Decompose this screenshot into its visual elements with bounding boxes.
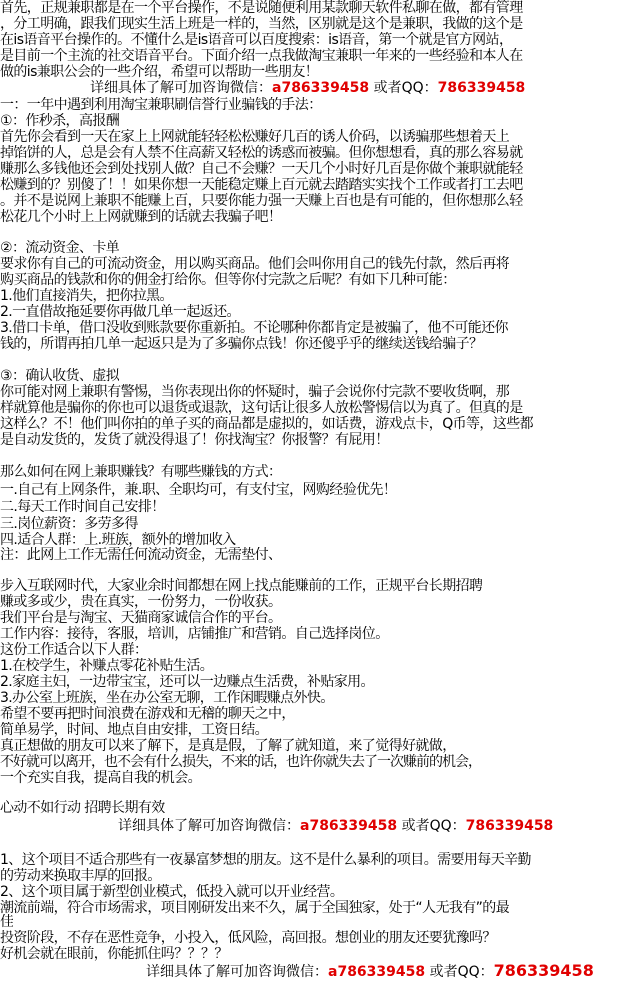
body-line: 样就算他是骗你的你也可以退货或退款，这句话让很多人放松警惕信以为真了。但真的是	[0, 400, 523, 416]
body-line: 的劳动来换取丰厚的回报。	[0, 868, 161, 884]
intro-line: 首先，正规兼职都是在一个平台操作，不是说随便利用某款聊天软件私聊在做，都有管理	[0, 0, 523, 16]
body-line: 简单易学，时间、地点自由安排，工资日结。	[0, 722, 268, 738]
contact-prefix: 详细具体了解可加咨询微信：	[90, 80, 272, 96]
body-line: 一个充实自我，提高自我的机会。	[0, 770, 201, 786]
subsection-title: ①：作秒杀，高报酬	[0, 113, 120, 129]
body-line: 投资阶段，不存在恶性竞争，小投入，低风险，高回报。想创业的朋友还要犹豫吗？	[0, 930, 496, 946]
call-to-action: 心动不如行动 招聘长期有效	[0, 800, 165, 816]
body-line: 佳	[0, 914, 14, 930]
section-heading: 一：一年中遇到利用淘宝兼职刷信誉行业骗钱的手法：	[0, 97, 322, 113]
contact-middle: 或者QQ：	[369, 80, 438, 96]
qq-number: 786339458	[437, 80, 526, 96]
list-item: 三.岗位薪资：多劳多得	[0, 516, 138, 532]
qq-number: 786339458	[465, 818, 554, 834]
body-line: 潮流前端，符合市场需求，项目刚研发出来不久，属于全国独家，处于“人无我有”的最	[0, 900, 510, 916]
wechat-id: a786339458	[328, 964, 426, 980]
note-line: 注：此网上工作无需任何流动资金，无需垫付、	[0, 547, 282, 563]
subsection-title: ②：流动资金、卡单	[0, 240, 120, 256]
contact-middle: 或者QQ：	[397, 818, 466, 834]
body-line: 松赚到的？别傻了！！如果你想一天能稳定赚上百元就去踏踏实实找个工作或者打工去吧	[0, 177, 523, 193]
intro-line: 在is语音平台操作的。不懂什么是is语音可以百度搜索：is语音，第一个就是官方网站，	[0, 32, 513, 48]
contact-middle: 或者QQ：	[425, 964, 494, 980]
wechat-id: a786339458	[300, 818, 398, 834]
list-item: 2.家庭主妇，一边带宝宝，还可以一边赚点生活费，补贴家用。	[0, 674, 374, 690]
body-line: 1、这个项目不适合那些有一夜暴富梦想的朋友。这不是什么暴利的项目。需要用每天辛勤	[0, 852, 531, 868]
body-line: 首先你会看到一天在家上上网就能轻轻松松赚好几百的诱人价码，以诱骗那些想着天上	[0, 129, 510, 145]
contact-line	[90, 80, 525, 96]
qq-number: 786339458	[493, 963, 594, 980]
body-line: 要求你有自己的可流动资金，用以购买商品。他们会叫你用自己的钱先付款，然后再将	[0, 256, 510, 272]
list-item: 二.每天工作时间自己安排！	[0, 499, 165, 515]
section-heading: 步入互联网时代，大家业余时间都想在网上找点能赚前的工作，正规平台长期招聘	[0, 578, 483, 594]
body-line: 松花几个小时上上网就赚到的话就去我骗子吧！	[0, 209, 282, 225]
body-line: 这样么？不！他们叫你拍的单子买的商品都是虚拟的，如话费，游戏点卡，Q币等，这些都	[0, 416, 534, 432]
body-line: 掉馅饼的人，总是会有人禁不住高薪又轻松的诱惑而被骗。但你想想看，真的那么容易就	[0, 145, 523, 161]
body-line: 你可能对网上兼职有警惕，当你表现出你的怀疑时，骗子会说你付完款不要收货啊，那	[0, 384, 510, 400]
body-line: 不好就可以离开，也不会有什么损失，不来的话，也许你就失去了一次赚前的机会，	[0, 754, 481, 770]
intro-line: ，分工明确，跟我们现实生活上班是一样的，当然，区别就是这个是兼职，我做的这个是	[0, 16, 523, 32]
list-item: 3.借口卡单，借口没收到账款要你重新拍。不论哪种你都肯定是被骗了，他不可能还你	[0, 320, 508, 336]
body-line: 是自动发货的，发货了就没得退了！你找淘宝？你报警？有屁用！	[0, 432, 389, 448]
body-line: 工作内容：接待，客服，培训，店铺推广和营销。自己选择岗位。	[0, 626, 389, 642]
body-line: 这份工作适合以下人群：	[0, 642, 148, 658]
body-line: 赚或多或少，贵在真实，一份努力，一份收获。	[0, 594, 282, 610]
body-line: 。并不是说网上兼职不能赚上百，只要你能力强一天赚上百也是有可能的，但你想那么轻	[0, 193, 523, 209]
body-line: 希望不要再把时间浪费在游戏和无稽的聊天之中，	[0, 706, 295, 722]
body-line: 我们平台是与淘宝、天猫商家诚信合作的平台。	[0, 610, 282, 626]
list-item: 1.在校学生，补赚点零花补贴生活。	[0, 658, 214, 674]
body-line: 购买商品的钱款和你的佣金打给你。但等你付完款之后呢？有如下几种可能：	[0, 272, 456, 288]
list-item: 一.自己有上网条件，兼.职、全职均可，有支付宝，网购经验优先！	[0, 482, 397, 498]
body-line: 好机会就在眼前，你能抓住吗？？？？	[0, 946, 228, 962]
list-item: 四.适合人群：上.班族，额外的增加收入	[0, 532, 236, 548]
intro-line: 是目前一个主流的社交语音平台。下面介绍一点我做淘宝兼职一年来的一些经验和本人在	[0, 48, 523, 64]
list-item: 2.一直借故拖延要你再做几单一起返还。	[0, 304, 240, 320]
list-item: 1.他们直接消失，把你拉黑。	[0, 288, 173, 304]
list-item: 3.办公室上班族，坐在办公室无聊，工作闲暇赚点外快。	[0, 690, 334, 706]
contact-prefix: 详细具体了解可加咨询微信：	[118, 818, 300, 834]
section-heading: 那么如何在网上兼职赚钱？有哪些赚钱的方式：	[0, 464, 282, 480]
body-line: 钱的，所谓再拍几单一起返只是为了多骗你点钱！你还傻乎乎的继续送钱给骗子？	[0, 336, 483, 352]
body-line: 真正想做的朋友可以来了解下，是真是假，了解了就知道，来了觉得好就做，	[0, 738, 456, 754]
body-line: 赚那么多钱他还会到处找别人做？自己不会赚？一天几个小时好几百是你做个兼职就能轻	[0, 161, 523, 177]
contact-line	[118, 818, 553, 834]
intro-line: 做的is兼职公会的一些介绍，希望可以帮助一些朋友！	[0, 64, 319, 80]
contact-line	[146, 963, 594, 980]
contact-prefix: 详细具体了解可加咨询微信：	[146, 964, 328, 980]
subsection-title: ③：确认收货、虚拟	[0, 368, 120, 384]
wechat-id: a786339458	[272, 80, 370, 96]
list-item: 2、这个项目属于新型创业模式，低投入就可以开业经营。	[0, 884, 344, 900]
